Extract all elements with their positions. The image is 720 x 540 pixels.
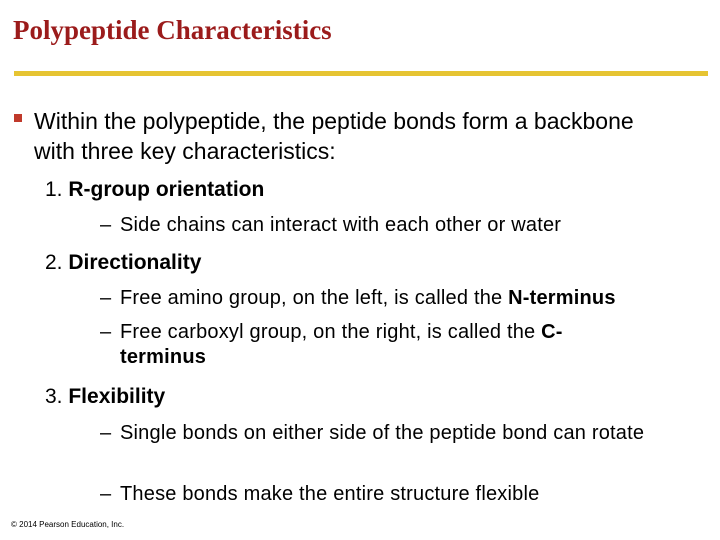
sub-bullet-text [120,286,616,311]
list-item-r-group [45,177,264,203]
item-number: 3. [45,385,63,408]
sub-text-bold: C-terminus [120,321,563,368]
sub-bullet-text: These bonds make the entire structure flexible [120,483,540,505]
item-heading: Directionality [68,251,202,274]
sub-text-bold: N-terminus [508,287,616,309]
dash-marker: – [100,422,112,444]
dash-marker: – [100,214,112,236]
list-item-directionality [45,250,201,276]
sub-bullet-text [120,320,620,370]
sub-bullet-text: Side chains can interact with each other or water [120,214,562,236]
item-number: 1. [45,178,63,201]
copyright-notice: © 2014 Pearson Education, Inc. [11,520,125,529]
dash-marker: – [100,321,112,343]
slide-title: Polypeptide Characteristics [13,15,332,45]
item-heading: R-group orientation [68,178,265,201]
sub-bullet-text: Single bonds on either side of the peptide bond can rotate [120,422,645,444]
sub-text-prefix: Free carboxyl group, on the right, is called the [120,321,542,343]
title-underline-rule [14,71,708,76]
square-bullet-icon [14,114,22,122]
dash-marker: – [100,483,112,505]
intro-bullet-text: Within the polypeptide, the peptide bonds form a backbone with three key characteristics: [34,108,634,164]
list-item-flexibility [45,384,165,410]
item-heading: Flexibility [68,385,166,408]
dash-marker: – [100,287,112,309]
item-number: 2. [45,251,63,274]
sub-text-prefix: Free amino group, on the left, is called the [120,287,509,309]
